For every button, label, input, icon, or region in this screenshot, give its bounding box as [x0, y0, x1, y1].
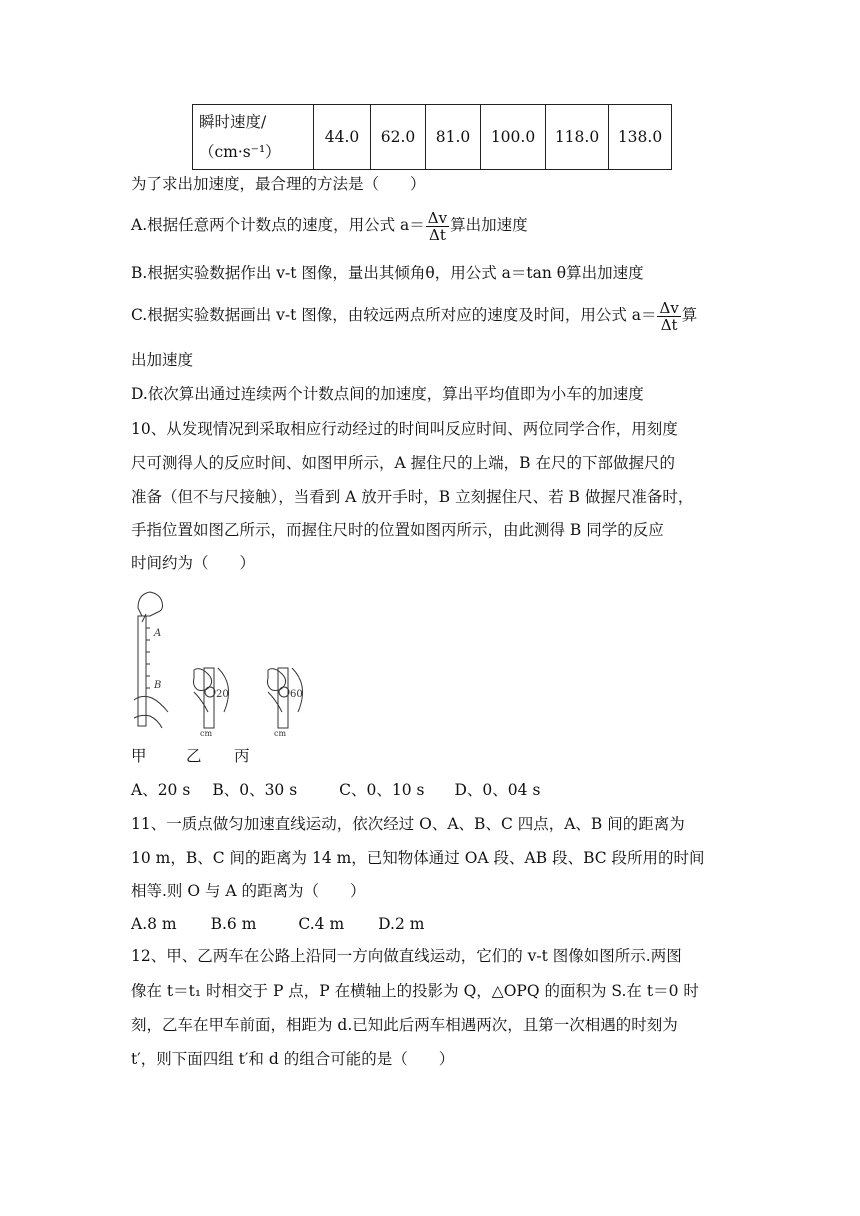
fraction-denominator: Δt: [429, 225, 446, 244]
q10-line: 手指位置如图乙所示，而握住尺时的位置如图丙所示，由此测得 B 同学的反应: [131, 521, 664, 539]
fraction: [426, 210, 449, 243]
figure-label-yi: 乙: [186, 747, 202, 765]
header-line: 瞬时速度/: [199, 113, 267, 131]
option-b: B.6 m: [210, 915, 257, 933]
q12-line: 像在 t＝t₁ 时相交于 P 点，P 在横轴上的投影为 Q，△OPQ 的面积为 S.在 t＝0 时: [131, 982, 699, 1000]
table-cell: 100.0: [481, 105, 546, 170]
option-text: 算: [681, 306, 698, 324]
table-cell: 44.0: [314, 105, 371, 170]
fraction-numerator: Δv: [659, 298, 679, 317]
option-c: C、0、10 s: [339, 781, 425, 799]
table-cell: 118.0: [546, 105, 609, 170]
figure-unit-cm: cm: [200, 729, 213, 738]
option-d: D.2 m: [378, 915, 425, 933]
option-a: A、20 s: [131, 781, 191, 799]
q11-options: [131, 913, 741, 935]
figure-label-jia: 甲: [131, 747, 147, 765]
figure-label-a: A: [154, 628, 162, 639]
table-header-cell: [193, 105, 314, 170]
option-b: B、0、30 s: [212, 781, 298, 799]
speed-table: [192, 104, 672, 170]
option-d: D、0、04 s: [454, 781, 541, 799]
figure-number-20: 20: [216, 689, 229, 700]
question-9-stem: 为了求出加速度，最合理的方法是（ ）: [131, 175, 426, 193]
option-c: C.4 m: [298, 915, 345, 933]
q9-option-b: B.根据实验数据作出 v-t 图像，量出其倾角θ，用公式 a＝tan θ算出加速度: [131, 264, 644, 282]
header-unit: （cm·s⁻¹）: [199, 143, 281, 161]
q12-line: 12、甲、乙两车在公路上沿同一方向做直线运动，它们的 v-t 图像如图所示.两图: [131, 947, 682, 965]
q12-line: 刻，乙车在甲车前面，相距为 d.已知此后两车相遇两次，且第一次相遇的时刻为: [131, 1016, 678, 1034]
table-cell: 138.0: [609, 105, 672, 170]
option-text: 算出加速度: [450, 216, 528, 234]
option-a: A.8 m: [131, 915, 177, 933]
fraction: [657, 300, 680, 333]
q11-line: 相等.则 O 与 A 的距离为（ ）: [131, 882, 366, 900]
q9-option-c-continued: 出加速度: [131, 351, 194, 369]
option-text: A.根据任意两个计数点的速度，用公式 a＝: [131, 216, 425, 234]
q12-line: t′，则下面四组 t′和 d 的组合可能的是（ ）: [131, 1050, 455, 1068]
figure-jia: [134, 592, 168, 728]
figure-label-bing: 丙: [234, 747, 250, 765]
figure-unit-cm: cm: [274, 729, 287, 738]
q11-line: 11、一质点做匀加速直线运动，依次经过 O、A、B、C 四点，A、B 间的距离为: [131, 815, 685, 833]
q11-line: 10 m，B、C 间的距离为 14 m，已知物体通过 OA 段、AB 段、BC 段所用的时间: [131, 849, 705, 867]
option-text: C.根据实验数据画出 v-t 图像，由较远两点所对应的速度及时间，用公式 a＝: [131, 306, 657, 324]
q9-option-c: [131, 298, 741, 333]
table-cell: 81.0: [426, 105, 481, 170]
table-cell: 62.0: [371, 105, 426, 170]
q9-option-d: D.依次算出通过连续两个计数点间的加速度，算出平均值即为小车的加速度: [131, 385, 644, 403]
q10-line: 准备（但不与尺接触），当看到 A 放开手时，B 立刻握住尺、若 B 做握尺准备时，: [131, 488, 694, 506]
table-row: [193, 105, 672, 170]
fraction-numerator: Δv: [427, 208, 448, 227]
figure-number-60: 60: [290, 689, 303, 700]
q10-options: [131, 779, 741, 801]
q9-option-a: [131, 208, 741, 243]
figure-label-b: B: [154, 680, 162, 691]
q10-line: 10、从发现情况到采取相应行动经过的时间叫反应时间、两位同学合作，用刻度: [131, 420, 678, 438]
fraction-denominator: Δt: [660, 315, 678, 334]
reaction-time-figure: [128, 588, 328, 738]
q10-line: 时间约为（ ）: [131, 554, 256, 572]
q10-line: 尺可测得人的反应时间、如图甲所示，A 握住尺的上端，B 在尺的下部做握尺的: [131, 454, 675, 472]
